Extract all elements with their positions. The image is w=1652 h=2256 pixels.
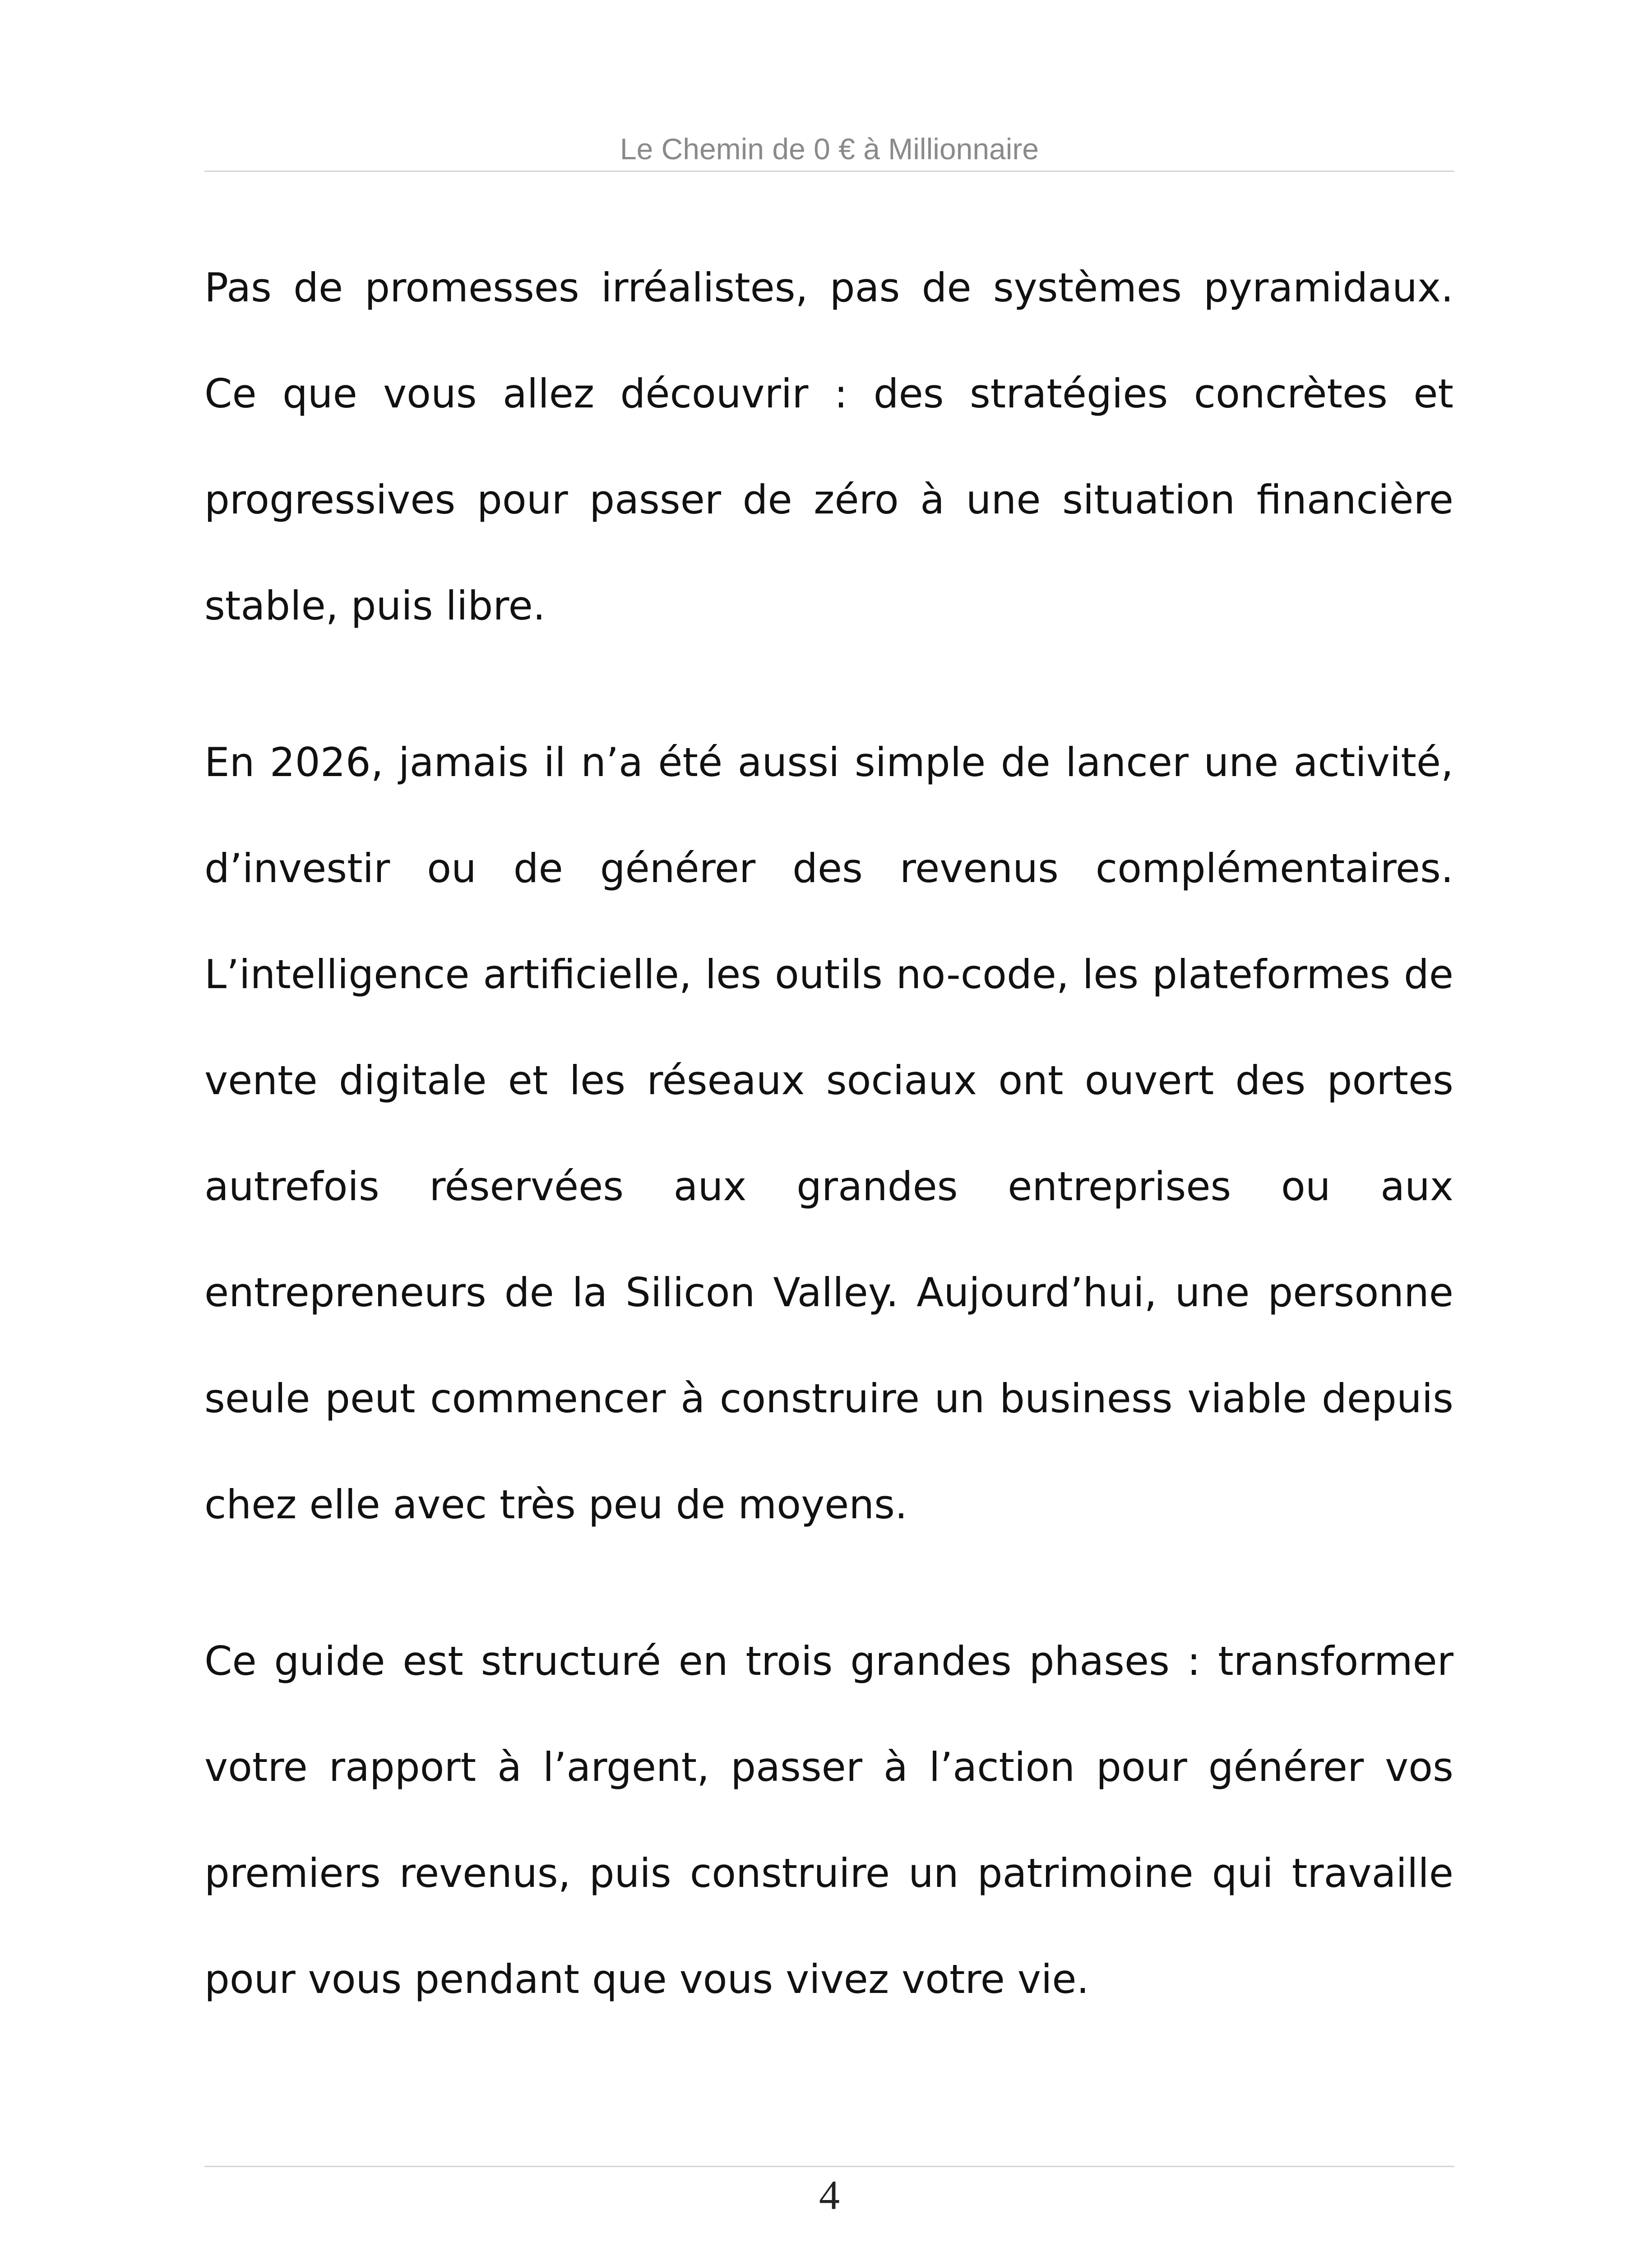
- paragraph-context: En 2026, jamais il n’a été aussi simple de lancer une activité, d’investir ou de générer des revenus complémentaires. L’intelligence artificielle, les outils no-code, les plateformes de vente digitale et les réseaux sociaux ont ouvert des portes autrefois réservées aux grandes entreprises ou aux entrepreneurs de la Silicon Valley. Aujourd’hui, une personne seule peut commencer à construire un business viable depuis chez elle avec très peu de moyens.: [204, 739, 1453, 1528]
- body-text: [204, 235, 1453, 2083]
- footer-divider: [204, 2166, 1454, 2167]
- paragraph-intro: Pas de promesses irréalistes, pas de systèmes pyramidaux. Ce que vous allez découvrir : des stratégies concrètes et progressives pour passer de zéro à une situation financière stable, puis libre.: [204, 264, 1453, 629]
- header-divider: [204, 171, 1454, 172]
- page-number: 4: [819, 2172, 840, 2218]
- paragraph-structure: Ce guide est structuré en trois grandes phases : transformer votre rapport à l’argent, passer à l’action pour générer vos premiers revenus, puis construire un patrimoine qui travaille pour vous pendant que vous vivez votre vie.: [204, 1638, 1453, 2002]
- running-header-title: Le Chemin de 0 € à Millionnaire: [620, 132, 1039, 166]
